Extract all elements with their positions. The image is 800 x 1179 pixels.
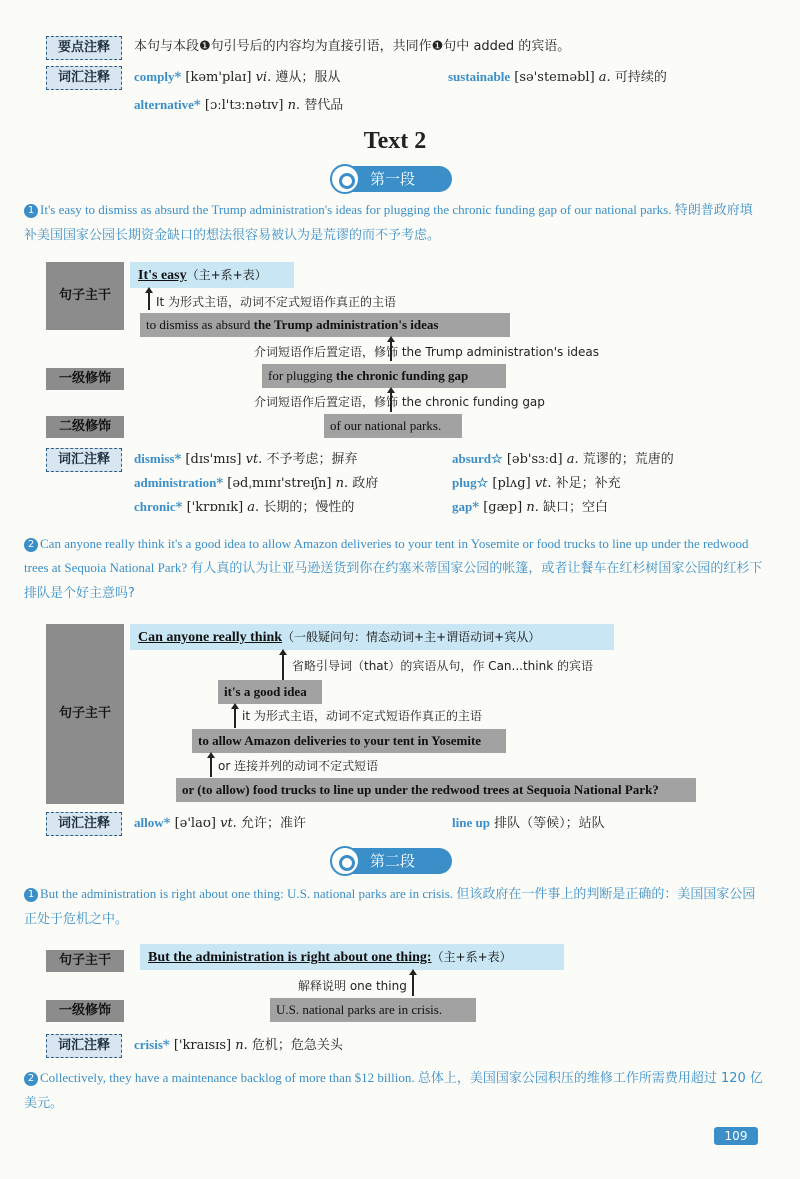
vocab-entry: plug☆ [plʌg] vt. 补足；补充 <box>452 475 621 491</box>
sentence-p1s1: 1 It's easy to dismiss as absurd the Trump administration's ideas for plugging the chronic funding gap of our national parks. 特朗普政府填补美国国家公园长期资金缺口的想法很容易被认为是荒谬的而不予考虑。 <box>24 202 753 243</box>
phrase-bar: it's a good idea <box>218 680 322 704</box>
main-clause-tag: 句子主干 <box>46 950 124 972</box>
up-arrow-icon <box>207 752 215 758</box>
main-clause-bar: But the administration is right about one thing:（主+系+表） <box>140 944 564 970</box>
vocab-tag: 词汇注释 <box>46 448 122 472</box>
phrase-bar: to allow Amazon deliveries to your tent in Yosemite <box>192 729 506 753</box>
search-circle-icon <box>330 846 360 876</box>
level1-tag: 一级修饰 <box>46 368 124 390</box>
note: it 为形式主语，动词不定式短语作真正的主语 <box>242 709 482 723</box>
up-arrow-icon <box>145 287 153 293</box>
main-clause-tag: 句子主干 <box>46 262 124 330</box>
note: 介词短语作后置定语，修饰 the Trump administration's ideas <box>254 345 600 359</box>
phrase-bar: of our national parks. <box>324 414 462 438</box>
vocab-entry: alternative* [ɔːl'tɜːnətɪv] n. 替代品 <box>134 97 344 113</box>
vocab-entry: dismiss* [dɪs'mɪs] vt. 不予考虑；摒弃 <box>134 451 358 467</box>
note: 省略引导词（that）的宾语从句，作 Can...think 的宾语 <box>292 659 593 673</box>
sentence-p2s1: 1 But the administration is right about one thing: U.S. national parks are in crisis. 但该政府在一件事上的判断是正确的：美国国家公园正处于危机之中。 <box>24 886 756 927</box>
level1-tag: 一级修饰 <box>46 1000 124 1022</box>
vocab-entry: chronic* ['krɒnɪk] a. 长期的；慢性的 <box>134 499 355 515</box>
arrow-line <box>210 755 212 777</box>
vocab-tag-top: 词汇注释 <box>46 66 122 90</box>
main-clause-bar: It's easy（主+系+表） <box>130 262 294 288</box>
phrase-bar: to dismiss as absurd the Trump administration's ideas <box>140 313 510 337</box>
vocab-entry: absurd☆ [əb'sɜːd] a. 荒谬的；荒唐的 <box>452 451 674 467</box>
vocab-entry: allow* [ə'laʊ] vt. 允许；准许 <box>134 815 306 831</box>
vocab-tag: 词汇注释 <box>46 812 122 836</box>
vocab-tag: 词汇注释 <box>46 1034 122 1058</box>
level2-tag: 二级修饰 <box>46 416 124 438</box>
main-clause-bar: Can anyone really think（一般疑问句：情态动词+主+谓语动词+宾从） <box>130 624 614 650</box>
note: 介词短语作后置定语，修饰 the chronic funding gap <box>254 395 545 409</box>
note: or 连接并列的动词不定式短语 <box>218 759 379 773</box>
vocab-entry: crisis* ['kraɪsɪs] n. 危机；危急关头 <box>134 1037 343 1053</box>
up-arrow-icon <box>231 703 239 709</box>
note: It 为形式主语，动词不定式短语作真正的主语 <box>156 295 397 309</box>
phrase-bar: U.S. national parks are in crisis. <box>270 998 476 1022</box>
main-clause-tag: 句子主干 <box>46 624 124 804</box>
search-circle-icon <box>330 164 360 194</box>
sentence-p1s2: 2 Can anyone really think it's a good idea to allow Amazon deliveries to your tent in Yosemite or food trucks to line up under the redwood trees at Sequoia National Park? 有人真的认为让亚马逊送货到你在约塞米蒂国家公园的帐篷，或者让餐车在红杉树国家公园的红杉下排队是个好主意吗? <box>24 536 763 601</box>
vocab-entry: sustainable [sə'steɪnəbl] a. 可持续的 <box>448 69 667 85</box>
phrase-bar: or (to allow) food trucks to line up under the redwood trees at Sequoia National Park? <box>176 778 696 802</box>
arrow-line <box>412 972 414 996</box>
arrow-line <box>148 292 150 310</box>
up-arrow-icon <box>409 969 417 975</box>
vocab-entry: administration* [ədˌmɪnɪ'streɪʃn] n. 政府 <box>134 475 379 491</box>
arrow-line <box>282 652 284 680</box>
up-arrow-icon <box>279 649 287 655</box>
main-point-text: 本句与本段❶句引号后的内容均为直接引语，共同作❶句中 added 的宾语。 <box>134 39 571 54</box>
vocab-entry: line up 排队（等候）；站队 <box>452 815 605 831</box>
page-title: Text 2 <box>363 128 427 154</box>
vocab-entry: gap* [gæp] n. 缺口；空白 <box>452 499 609 515</box>
sentence-p2s2: 2 Collectively, they have a maintenance backlog of more than $12 billion. 总体上，美国国家公园积压的维修工作所需费用超过 120 亿美元。 <box>24 1070 763 1111</box>
arrow-line <box>234 706 236 728</box>
main-point-tag: 要点注释 <box>46 36 122 60</box>
note: 解释说明 one thing <box>298 979 407 993</box>
section-label-1: 第一段 <box>334 166 452 192</box>
up-arrow-icon <box>387 387 395 393</box>
up-arrow-icon <box>387 336 395 342</box>
section-label-2: 第二段 <box>334 848 452 874</box>
page-number: 109 <box>714 1127 758 1145</box>
vocab-entry: comply* [kəm'plaɪ] vi. 遵从；服从 <box>134 69 341 85</box>
phrase-bar: for plugging the chronic funding gap <box>262 364 506 388</box>
